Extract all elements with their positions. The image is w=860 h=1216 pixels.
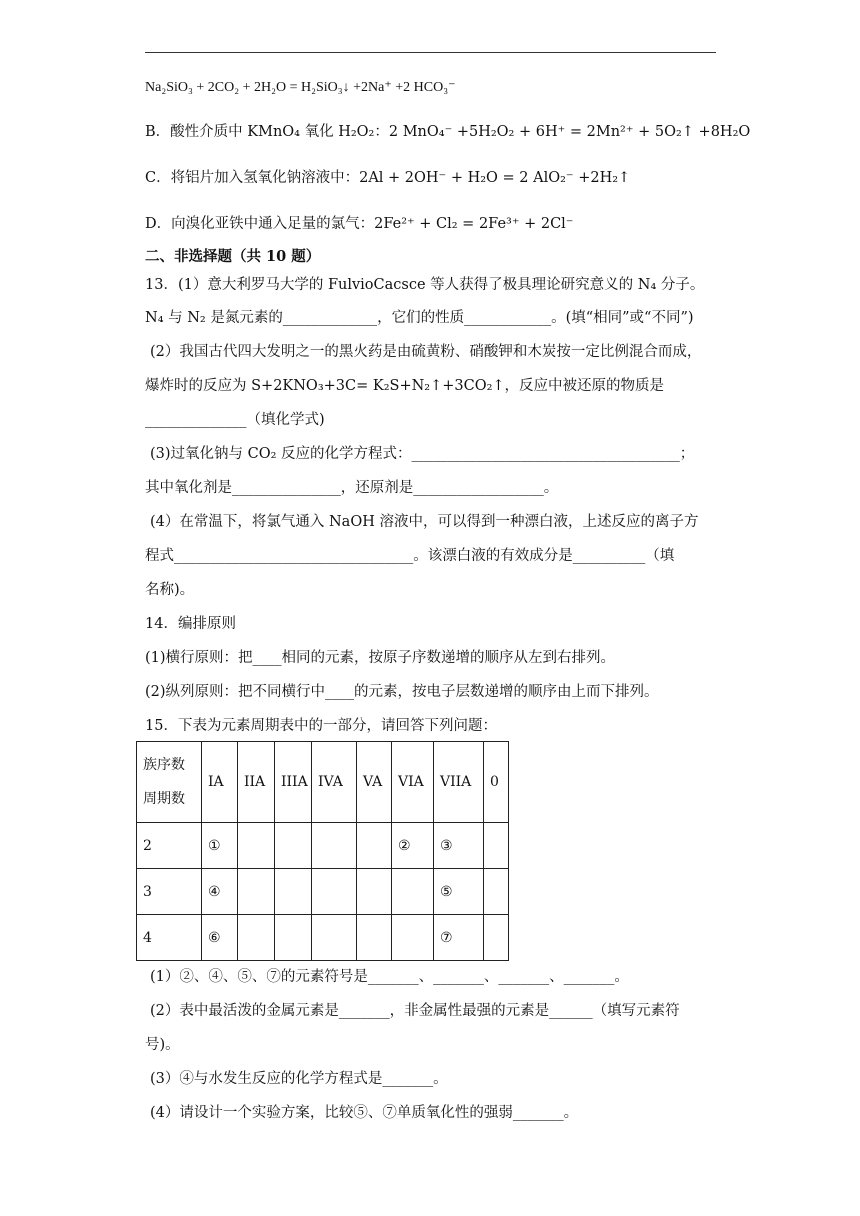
q14-title: 14．编排原则 xyxy=(145,616,236,632)
element-cell: ⑥ xyxy=(202,915,238,961)
element-cell xyxy=(312,869,357,915)
q14-line-1: (1)横行原则：把____相同的元素，按原子序数递增的顺序从左到右排列。 xyxy=(145,650,616,666)
element-cell xyxy=(275,869,312,915)
q13-line-8: (4）在常温下，将氯气通入 NaOH 溶液中，可以得到一种漂白液，上述反应的离子方 xyxy=(150,514,699,530)
group-header: VIA xyxy=(392,742,434,823)
table-row xyxy=(137,915,509,961)
corner-bottom-label: 周期数 xyxy=(143,791,185,807)
element-cell xyxy=(484,915,509,961)
q13-line-5: ______________（填化学式) xyxy=(145,412,325,428)
element-cell: ② xyxy=(392,823,434,869)
period-cell: 4 xyxy=(137,915,202,961)
group-header: VIIA xyxy=(434,742,484,823)
q13-line-7: 其中氧化剂是_______________，还原剂是__________________。 xyxy=(145,480,559,496)
q15-line-5: (4）请设计一个实验方案，比较⑤、⑦单质氧化性的强弱_______。 xyxy=(150,1105,579,1121)
element-cell xyxy=(238,823,275,869)
table-row xyxy=(137,823,509,869)
q15-title: 15．下表为元素周期表中的一部分，请回答下列问题： xyxy=(145,718,497,734)
q13-line-2: N₄ 与 N₂ 是氮元素的_____________，它们的性质____________。(填“相同”或“不同”) xyxy=(145,310,694,326)
corner-top-label: 族序数 xyxy=(143,757,185,773)
header-rule xyxy=(145,52,716,53)
corner-cell xyxy=(137,742,202,823)
group-header: IIA xyxy=(238,742,275,823)
element-cell xyxy=(312,915,357,961)
q13-line-3: (2）我国古代四大发明之一的黑火药是由硫黄粉、硝酸钾和木炭按一定比例混合而成， xyxy=(150,344,702,360)
section-heading: 二、非选择题（共 10 题） xyxy=(145,248,321,265)
q15-line-4: (3）④与水发生反应的化学方程式是_______。 xyxy=(150,1071,448,1087)
group-header: VA xyxy=(357,742,392,823)
period-cell: 3 xyxy=(137,869,202,915)
q13-line-6: (3)过氧化钠与 CO₂ 反应的化学方程式：_____________________________________； xyxy=(150,446,695,462)
element-cell xyxy=(357,915,392,961)
element-cell: ⑤ xyxy=(434,869,484,915)
option-b: B．酸性介质中 KMnO₄ 氧化 H₂O₂：2 MnO₄⁻ +5H₂O₂ + 6H⁺ = 2Mn²⁺ + 5O₂↑ +8H₂O xyxy=(145,124,751,140)
element-cell xyxy=(357,823,392,869)
q13-line-9: 程式_________________________________。该漂白液的有效成分是__________（填 xyxy=(145,548,675,564)
option-d: D．向溴化亚铁中通入足量的氯气：2Fe²⁺ + Cl₂ = 2Fe³⁺ + 2Cl⁻ xyxy=(145,216,574,232)
element-cell: ③ xyxy=(434,823,484,869)
element-cell xyxy=(275,823,312,869)
q15-line-3: 号)。 xyxy=(145,1037,180,1053)
periodic-table-fragment xyxy=(136,741,509,961)
element-cell: ④ xyxy=(202,869,238,915)
group-header: 0 xyxy=(484,742,509,823)
option-c: C．将铝片加入氢氧化钠溶液中：2Al + 2OH⁻ + H₂O = 2 AlO₂⁻ +2H₂↑ xyxy=(145,170,631,186)
element-cell xyxy=(238,869,275,915)
element-cell xyxy=(392,869,434,915)
q13-line-10: 名称)。 xyxy=(145,582,195,598)
element-cell: ① xyxy=(202,823,238,869)
option-a-continuation: Na₂SiO₃ + 2CO₂ + 2H₂O = H₂SiO₃↓ +2Na⁺ +2 HCO₃⁻ xyxy=(145,80,456,95)
group-header: IA xyxy=(202,742,238,823)
element-cell xyxy=(484,823,509,869)
period-cell: 2 xyxy=(137,823,202,869)
q13-line-1: 13．(1）意大利罗马大学的 FulvioCacsce 等人获得了极具理论研究意义的 N₄ 分子。 xyxy=(145,277,705,293)
q14-line-2: (2)纵列原则：把不同横行中____的元素，按电子层数递增的顺序由上而下排列。 xyxy=(145,684,659,700)
element-cell xyxy=(312,823,357,869)
element-cell xyxy=(238,915,275,961)
q15-line-2: (2）表中最活泼的金属元素是_______，非金属性最强的元素是______（填写元素符 xyxy=(150,1003,680,1019)
group-header: IIIA xyxy=(275,742,312,823)
q15-line-1: (1）②、④、⑤、⑦的元素符号是_______、_______、_______、_______。 xyxy=(150,969,629,985)
element-cell xyxy=(357,869,392,915)
q13-line-4: 爆炸时的反应为 S+2KNO₃+3C= K₂S+N₂↑+3CO₂↑，反应中被还原的物质是 xyxy=(145,378,665,394)
element-cell: ⑦ xyxy=(434,915,484,961)
element-cell xyxy=(392,915,434,961)
element-cell xyxy=(484,869,509,915)
table-row xyxy=(137,869,509,915)
element-cell xyxy=(275,915,312,961)
group-header: IVA xyxy=(312,742,357,823)
